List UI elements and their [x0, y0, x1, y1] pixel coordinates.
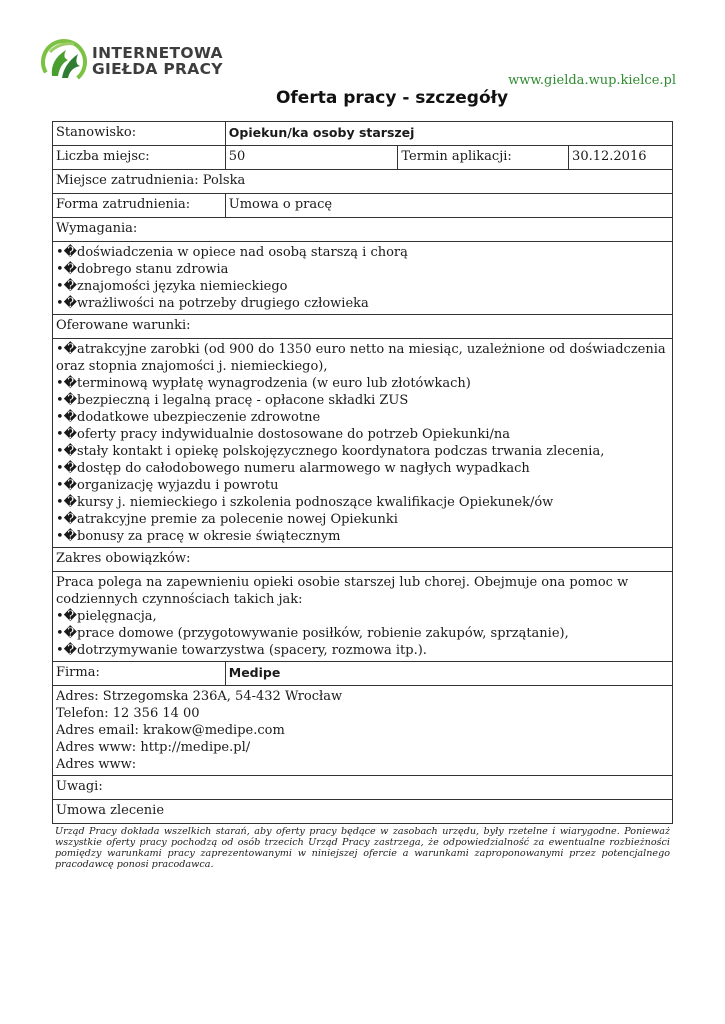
wymagania-list [53, 242, 673, 315]
list-item: •�terminową wypłatę wynagrodzenia (w euro lub złotówkach) [56, 376, 471, 391]
list-item: •�stały kontakt i opiekę polskojęzycznego koordynatora podczas trwania zlecenia, [56, 444, 605, 459]
list-item: Praca polega na zapewnieniu opieki osobie starszej lub chorej. Obejmuje ona pomoc w codziennych czynnościach takich jak: [56, 575, 629, 607]
stanowisko-row [53, 122, 673, 146]
page-title: Oferta pracy - szczegóły [275, 88, 509, 108]
list-item: •�dostęp do całodobowego numeru alarmowego w nagłych wypadkach [56, 461, 530, 476]
firma-label: Firma: [53, 662, 226, 686]
list-item: •�dotrzymywanie towarzystwa (spacery, rozmowa itp.). [56, 643, 427, 658]
zakres-row [53, 572, 673, 662]
zakres-header-row [53, 548, 673, 572]
zakres-list [53, 572, 673, 662]
wymagania-header-row [53, 218, 673, 242]
list-item: •�pielęgnacja, [56, 609, 157, 624]
forma-label: Forma zatrudnienia: [53, 194, 226, 218]
logo-line-1: INTERNETOWA [92, 44, 223, 62]
list-item: •�atrakcyjne premie za polecenie nowej Opiekunki [56, 512, 398, 527]
adres: Adres: Strzegomska 236A, 54-432 Wrocław [56, 689, 343, 704]
list-item: •�bonusy za pracę w okresie świątecznym [56, 529, 341, 544]
warunki-label: Oferowane warunki: [53, 315, 673, 339]
uwagi-value: Umowa zlecenie [53, 800, 673, 824]
liczba-label: Liczba miejsc: [53, 146, 226, 170]
uwagi-row [53, 800, 673, 824]
list-item: •�prace domowe (przygotowywanie posiłków, robienie zakupów, sprzątanie), [56, 626, 569, 641]
www-link-empty: Adres www: [56, 757, 137, 772]
stanowisko-label: Stanowisko: [53, 122, 226, 146]
warunki-header-row [53, 315, 673, 339]
firma-value: Medipe [225, 662, 672, 686]
list-item: •�oferty pracy indywidualnie dostosowane do potrzeb Opiekunki/na [56, 427, 511, 442]
miejsce-row [53, 170, 673, 194]
list-item: •�atrakcyjne zarobki (od 900 do 1350 euro netto na miesiąc, uzależnione od doświadczenia oraz stopnia znajomości j. niemieckiego), [56, 342, 666, 374]
list-item: •�dobrego stanu zdrowia [56, 262, 229, 277]
warunki-row [53, 339, 673, 548]
stanowisko-value: Opiekun/ka osoby starszej [225, 122, 672, 146]
termin-value: 30.12.2016 [569, 146, 673, 170]
list-item: •�kursy j. niemieckiego i szkolenia podnoszące kwalifikacje Opiekunek/ów [56, 495, 554, 510]
disclaimer-text: Urząd Pracy dokłada wszelkich starań, aby oferty pracy będące w zasobach urzędu, były rzetelne i wiarygodne. Ponieważ wszystkie oferty pracy pochodzą od osób trzecich Urząd Pracy zastrzega, że odpowiedzialność za ewentualne rozbieżności pomiędzy warunkami pracy zaprezentowanymi w niniejszej ofercie a warunkami zaproponowanymi przez potencjalnego pracodawcę ponosi pracodawca. [55, 826, 670, 870]
forma-value: Umowa o pracę [225, 194, 672, 218]
list-item: •�doświadczenia w opiece nad osobą starszą i chorą [56, 245, 408, 260]
liczba-value: 50 [225, 146, 398, 170]
list-item: •�organizację wyjazdu i powrotu [56, 478, 279, 493]
zakres-label: Zakres obowiązków: [53, 548, 673, 572]
site-url-link[interactable]: www.gielda.wup.kielce.pl [508, 73, 676, 88]
email-link[interactable]: Adres email: krakow@medipe.com [56, 723, 285, 738]
list-item: •�dodatkowe ubezpieczenie zdrowotne [56, 410, 321, 425]
wymagania-row [53, 242, 673, 315]
uwagi-header-row [53, 776, 673, 800]
list-item: •�wrażliwości na potrzeby drugiego człowieka [56, 296, 369, 311]
warunki-list [53, 339, 673, 548]
kontakt-list [53, 686, 673, 776]
telefon: Telefon: 12 356 14 00 [56, 706, 200, 721]
uwagi-label: Uwagi: [53, 776, 673, 800]
forma-row [53, 194, 673, 218]
list-item: •�znajomości języka niemieckiego [56, 279, 288, 294]
logo-wordmark [92, 45, 223, 77]
logo-line-2: GIEŁDA PRACY [92, 60, 223, 78]
wymagania-label: Wymagania: [53, 218, 673, 242]
www-link[interactable]: Adres www: http://medipe.pl/ [56, 740, 251, 755]
firma-row [53, 662, 673, 686]
miejsce-zatrudnienia: Miejsce zatrudnienia: Polska [53, 170, 673, 194]
list-item: •�bezpieczną i legalną pracę - opłacone składki ZUS [56, 393, 409, 408]
kontakt-row [53, 686, 673, 776]
termin-label: Termin aplikacji: [398, 146, 569, 170]
offer-details-table [52, 121, 673, 824]
liczba-row [53, 146, 673, 170]
